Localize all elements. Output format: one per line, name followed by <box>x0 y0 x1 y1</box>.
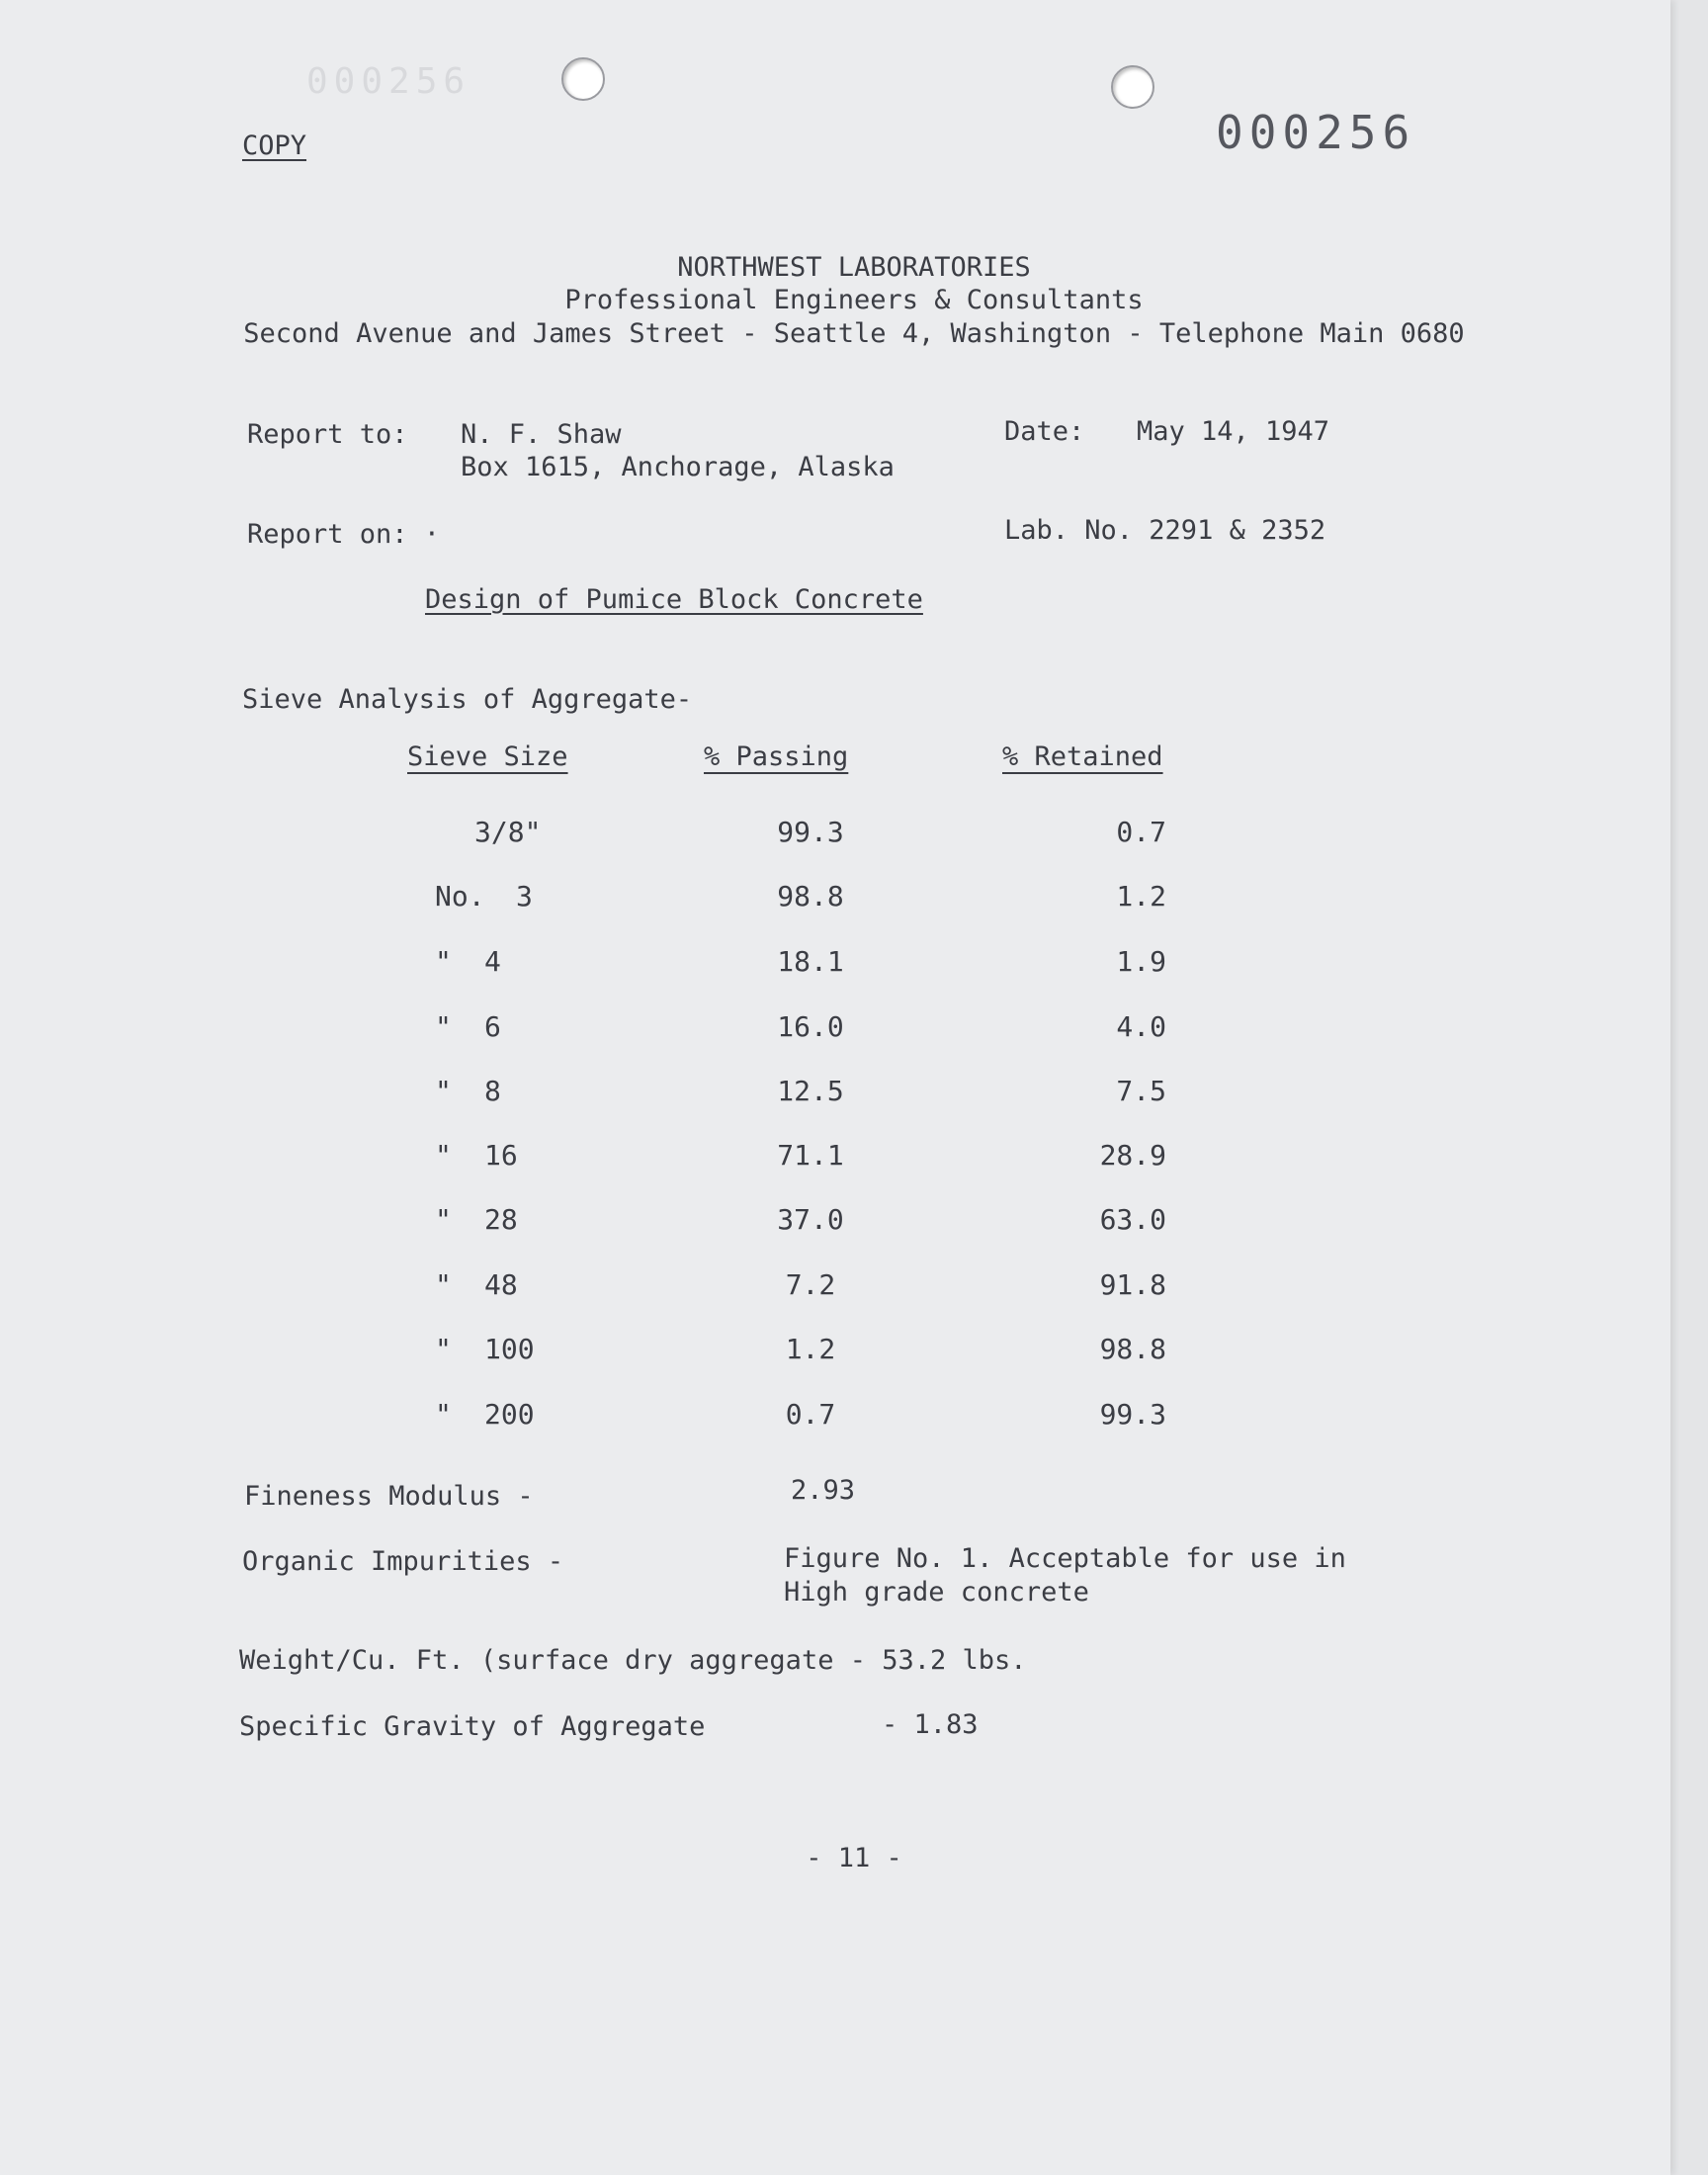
percent-passing-cell: 1.2 <box>785 1333 836 1365</box>
table-row <box>0 945 1708 1010</box>
percent-passing-cell: 7.2 <box>785 1268 836 1301</box>
sieve-size-value: 3 <box>516 880 533 913</box>
sieve-size-value: 6 <box>484 1010 501 1043</box>
lab-number: Lab. No. 2291 & 2352 <box>1004 515 1326 546</box>
punch-hole-left <box>561 57 605 101</box>
fineness-modulus-value: 2.93 <box>791 1475 856 1506</box>
percent-passing-cell: 99.3 <box>777 816 844 848</box>
percent-retained-cell: 28.9 <box>1099 1139 1166 1172</box>
date-value: May 14, 1947 <box>1137 416 1330 447</box>
company-subtitle: Professional Engineers & Consultants <box>564 285 1144 315</box>
percent-passing-cell: 18.1 <box>777 945 844 978</box>
organic-impurities-label: Organic Impurities - <box>242 1546 564 1577</box>
sieve-size-prefix: " <box>435 1203 452 1236</box>
table-row <box>0 1010 1708 1076</box>
sieve-size-cell <box>474 816 633 848</box>
percent-retained-cell: 1.2 <box>1116 880 1166 913</box>
sieve-size-prefix: " <box>435 1139 452 1172</box>
sieve-size-value: 48 <box>484 1268 518 1301</box>
percent-retained-cell: 99.3 <box>1099 1398 1166 1431</box>
specific-gravity-value: - 1.83 <box>882 1709 979 1740</box>
sieve-size-prefix: " <box>435 1398 452 1431</box>
percent-retained-cell: 63.0 <box>1099 1203 1166 1236</box>
table-row <box>0 1268 1708 1334</box>
percent-passing-cell: 71.1 <box>777 1139 844 1172</box>
sieve-size-value: 8 <box>484 1075 501 1107</box>
column-header-sieve-size: Sieve Size <box>407 741 568 772</box>
company-address: Second Avenue and James Street - Seattle 4, Washington - Telephone Main 0680 <box>243 318 1465 349</box>
date-label: Date: <box>1004 416 1085 447</box>
report-to-label: Report to: <box>247 419 408 450</box>
weight-per-cubic-foot: Weight/Cu. Ft. (surface dry aggregate - 53.2 lbs. <box>239 1645 1027 1676</box>
punch-hole-right <box>1111 65 1154 109</box>
sieve-size-prefix: No. <box>435 880 485 913</box>
sieve-size-prefix: " <box>435 1268 452 1301</box>
column-header-retained: % Retained <box>1002 741 1163 772</box>
sieve-analysis-heading: Sieve Analysis of Aggregate- <box>242 684 693 715</box>
sieve-size-value: 200 <box>484 1398 535 1431</box>
report-to-address: Box 1615, Anchorage, Alaska <box>461 452 895 482</box>
percent-retained-cell: 4.0 <box>1116 1010 1166 1043</box>
table-row <box>0 816 1708 881</box>
sieve-size-value: 28 <box>484 1203 518 1236</box>
sieve-size-prefix: " <box>435 1010 452 1043</box>
column-header-passing: % Passing <box>704 741 849 772</box>
sieve-size-value: 4 <box>484 945 501 978</box>
copy-label: COPY <box>242 130 307 161</box>
report-to-name: N. F. Shaw <box>461 419 622 450</box>
percent-retained-cell: 98.8 <box>1099 1333 1166 1365</box>
table-row <box>0 1139 1708 1204</box>
sieve-size-value: 100 <box>484 1333 535 1365</box>
table-row <box>0 880 1708 945</box>
percent-passing-cell: 98.8 <box>777 880 844 913</box>
report-subject: Design of Pumice Block Concrete <box>425 584 923 615</box>
sieve-size-value: 3/8" <box>474 816 542 848</box>
sieve-size-prefix: " <box>435 1075 452 1107</box>
sieve-size-prefix: " <box>435 1333 452 1365</box>
organic-impurities-line2: High grade concrete <box>784 1577 1089 1608</box>
percent-passing-cell: 16.0 <box>777 1010 844 1043</box>
percent-retained-cell: 1.9 <box>1116 945 1166 978</box>
document-number: 000256 <box>1216 106 1416 159</box>
percent-passing-cell: 37.0 <box>777 1203 844 1236</box>
table-row <box>0 1333 1708 1398</box>
percent-retained-cell: 91.8 <box>1099 1268 1166 1301</box>
faint-bleed-number: 000256 <box>306 61 471 102</box>
table-row <box>0 1075 1708 1140</box>
company-name: NORTHWEST LABORATORIES <box>677 252 1031 283</box>
percent-passing-cell: 12.5 <box>777 1075 844 1107</box>
page-number: - 11 - <box>806 1843 902 1873</box>
specific-gravity-label: Specific Gravity of Aggregate <box>239 1711 706 1742</box>
organic-impurities-line1: Figure No. 1. Acceptable for use in <box>784 1543 1346 1574</box>
percent-retained-cell: 0.7 <box>1116 816 1166 848</box>
percent-retained-cell: 7.5 <box>1116 1075 1166 1107</box>
report-on-label: Report on: · <box>247 519 441 550</box>
percent-passing-cell: 0.7 <box>785 1398 836 1431</box>
fineness-modulus-label: Fineness Modulus - <box>244 1481 534 1512</box>
table-row <box>0 1203 1708 1268</box>
sieve-size-prefix: " <box>435 945 452 978</box>
sieve-size-value: 16 <box>484 1139 518 1172</box>
table-row <box>0 1398 1708 1463</box>
